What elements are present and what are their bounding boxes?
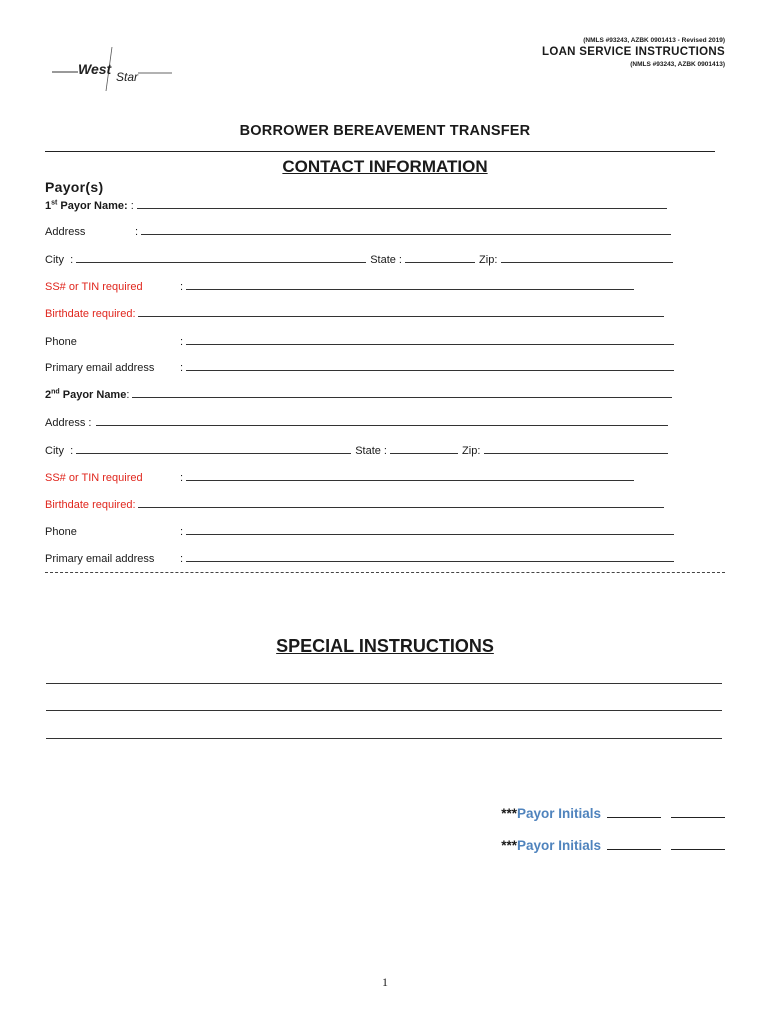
payor1-city-label: City — [45, 254, 64, 266]
payor2-email-field[interactable]: Primary email address : — [45, 551, 674, 565]
payor2-name-label: 2nd Payor Name — [45, 388, 127, 401]
payor2-address-input[interactable] — [96, 424, 668, 426]
payor2-email-label: Primary email address — [45, 553, 155, 565]
special-instructions-line-2[interactable] — [46, 710, 722, 711]
payor2-zip-input[interactable] — [484, 452, 668, 454]
payor1-name-input[interactable] — [137, 207, 667, 209]
payor1-phone-input[interactable] — [186, 343, 674, 345]
payor1-initials-input-a[interactable] — [607, 817, 661, 818]
payor1-ssn-field[interactable]: SS# or TIN required : — [45, 279, 634, 293]
payor1-city-input[interactable] — [76, 261, 366, 263]
payor1-email-field[interactable]: Primary email address : — [45, 360, 674, 374]
payor1-ssn-input[interactable] — [186, 288, 634, 290]
payor1-address-field[interactable]: Address : — [45, 224, 671, 238]
payor1-address-input[interactable] — [141, 233, 671, 235]
payor1-zip-input[interactable] — [501, 261, 673, 263]
payor2-state-label: State — [355, 445, 381, 457]
payor-initials-row-1[interactable] — [501, 806, 725, 821]
payor2-birthdate-field[interactable] — [45, 497, 664, 511]
payors-heading: Payor(s) — [45, 179, 104, 195]
payor2-city-state-zip-field[interactable]: City : State : Zip: — [45, 443, 668, 457]
contact-information-title: CONTACT INFORMATION — [282, 157, 488, 176]
page-number: 1 — [382, 975, 388, 989]
document-title: BORROWER BEREAVEMENT TRANSFER — [239, 123, 531, 139]
logo-west-text: West — [78, 61, 112, 77]
payor1-birthdate-field[interactable] — [45, 306, 664, 320]
payor1-initials-input-b[interactable] — [607, 849, 661, 850]
payor2-state-input[interactable] — [390, 452, 458, 454]
payor1-state-label: State — [370, 254, 396, 266]
payor2-email-input[interactable] — [186, 560, 674, 562]
weststar-logo — [48, 47, 174, 91]
special-instructions-line-3[interactable] — [46, 738, 722, 739]
payor1-phone-label: Phone — [45, 336, 77, 348]
payor1-city-state-zip-field[interactable]: City : State : Zip: — [45, 252, 673, 266]
initials-stars: *** — [501, 838, 517, 853]
payor2-birthdate-input[interactable] — [138, 506, 664, 508]
nmls-note: (NMLS #93243, AZBK 0901413) — [630, 61, 725, 68]
payor1-name-field[interactable]: 1st Payor Name: : — [45, 198, 667, 212]
payor2-ssn-input[interactable] — [186, 479, 634, 481]
section-divider — [45, 572, 725, 573]
title-rule — [45, 151, 715, 152]
payor1-state-input[interactable] — [405, 261, 475, 263]
payor2-initials-input-b[interactable] — [671, 849, 725, 850]
payor2-phone-field[interactable]: Phone : — [45, 524, 674, 538]
payor1-birthdate-label: Birthdate required: — [45, 308, 136, 320]
payor1-ssn-label: SS# or TIN required — [45, 281, 143, 293]
payor2-phone-label: Phone — [45, 526, 77, 538]
payor1-phone-field[interactable]: Phone : — [45, 334, 674, 348]
payor1-name-label: 1st Payor Name: — [45, 199, 128, 212]
payor2-ssn-label: SS# or TIN required — [45, 472, 143, 484]
payor-initials-row-2[interactable] — [501, 838, 725, 853]
payor2-address-label: Address : — [45, 417, 92, 429]
special-instructions-line-1[interactable] — [46, 683, 722, 684]
payor1-zip-label: Zip: — [479, 254, 498, 266]
header-title: LOAN SERVICE INSTRUCTIONS — [542, 46, 725, 58]
payor-initials-label: Payor Initials — [516, 806, 601, 821]
payor2-birthdate-label: Birthdate required: — [45, 499, 136, 511]
payor-initials-label: Payor Initials — [516, 838, 601, 853]
revision-note: (NMLS #93243, AZBK 0901413 - Revised 2019) — [583, 37, 725, 44]
payor1-email-label: Primary email address — [45, 362, 155, 374]
payor2-ssn-field[interactable]: SS# or TIN required : — [45, 470, 634, 484]
payor2-name-field[interactable]: 2nd Payor Name : — [45, 387, 672, 401]
payor2-city-label: City — [45, 445, 64, 457]
payor2-zip-label: Zip: — [462, 445, 481, 457]
payor2-address-field[interactable] — [45, 415, 668, 429]
initials-stars: *** — [501, 806, 517, 821]
special-instructions-title: SPECIAL INSTRUCTIONS — [276, 636, 494, 656]
payor1-address-label: Address — [45, 226, 86, 238]
payor1-birthdate-input[interactable] — [138, 315, 664, 317]
payor2-name-input[interactable] — [132, 396, 672, 398]
payor2-initials-input-a[interactable] — [671, 817, 725, 818]
logo-star-text: Star — [116, 70, 139, 84]
payor1-email-input[interactable] — [186, 369, 674, 371]
payor2-phone-input[interactable] — [186, 533, 674, 535]
payor2-city-input[interactable] — [76, 452, 351, 454]
